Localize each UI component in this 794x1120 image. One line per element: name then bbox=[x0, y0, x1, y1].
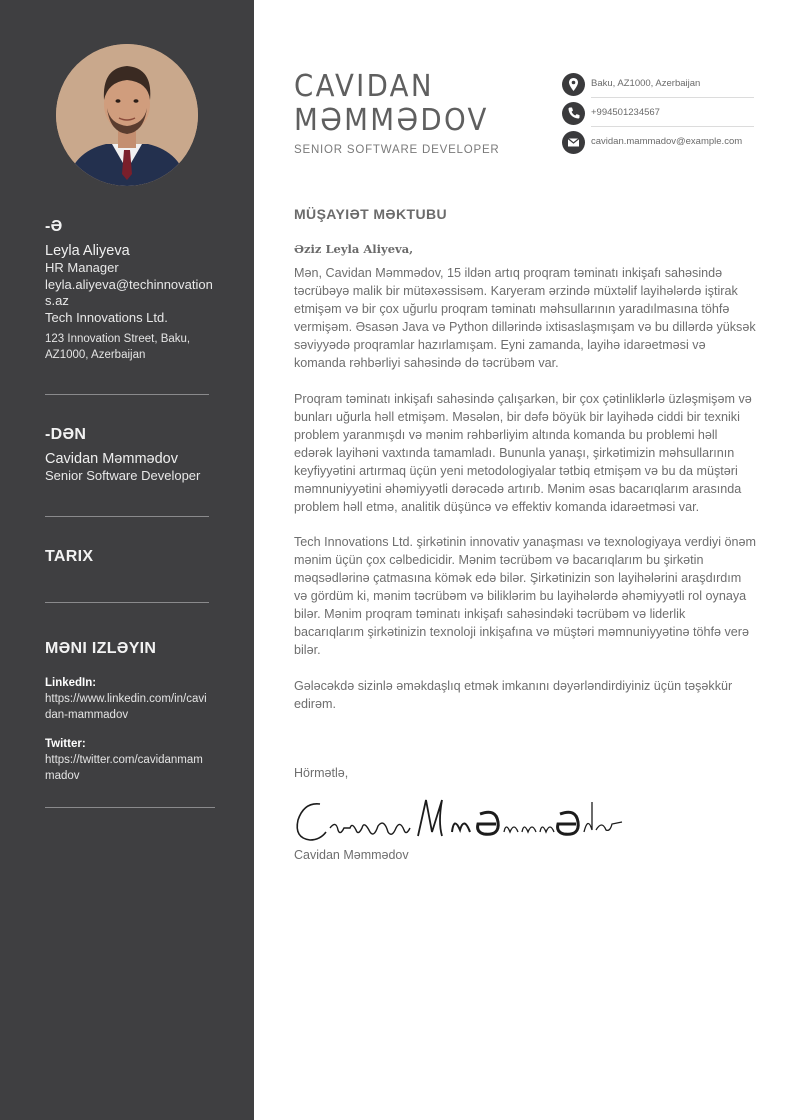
recipient-company: Tech Innovations Ltd. bbox=[45, 309, 168, 325]
contact-email-text[interactable]: cavidan.mammadov@example.com bbox=[591, 136, 743, 147]
signature-image bbox=[292, 792, 632, 853]
phone-icon bbox=[562, 102, 585, 125]
contact-location-text: Baku, AZ1000, Azerbaijan bbox=[591, 78, 701, 89]
recipient-name: Leyla Aliyeva bbox=[45, 243, 130, 259]
sender-heading: -DƏN bbox=[45, 426, 87, 443]
job-title: SENIOR SOFTWARE DEVELOPER bbox=[294, 144, 500, 156]
letter-paragraph: Mən, Cavidan Məmmədov, 15 ildən artıq proqram təminatı inkişafı sahəsində təcrübəyə malik bir mütəxəssisəm. Karyeram ərzində müxtəlif layihələrdə iştirak etmişəm və bir çox uğurlu proqram təminatı məhsullarının yaradılmasına töhfə vermişəm. Əsasən Java və Python dillərində ixtisaslaşmışam və bu dillərdə yüksək səviyyədə proqramlar hazırlamışam. Eyni zamanda, layihə idarəetməsi və komanda rəhbərliyi sahəsində də təcrübəm var. bbox=[294, 266, 756, 370]
letter-paragraph: Tech Innovations Ltd. şirkətinin innovativ yanaşması və texnologiyaya verdiyi önəm mənim üçün çox cəlbedicidir. Mənim təcrübəm və bacarıqlarım bu şirkətin məqsədlərinə çatmasına kömək edə bilər. Şirkətinizin son layihələrini araşdırdım və gördüm ki, mənim təcrübəm və biliklərim bu layihələrdə əhəmiyyətli rol oynaya bilər. Mənim proqram təminatı inkişafı sahəsindəki təcrübəm və liderlik bacarıqlarım şirkətinizin texnoloji inkişafına və müştəri məmnuniyyətinə töhfə verə bilər. bbox=[294, 535, 757, 657]
letter-paragraph: Gələcəkdə sizinlə əməkdaşlıq etmək imkanını dəyərləndirdiyiniz üçün təşəkkür edirəm. bbox=[294, 679, 733, 711]
name-line-1: CAVIDAN bbox=[294, 69, 434, 104]
letter-title: MÜŞAYIƏT MƏKTUBU bbox=[294, 206, 447, 222]
candidate-name bbox=[294, 70, 524, 138]
sidebar-divider bbox=[45, 394, 209, 395]
signer-name: Cavidan Məmmədov bbox=[294, 848, 409, 862]
email-icon bbox=[562, 131, 585, 154]
contact-email bbox=[562, 129, 754, 157]
sidebar-divider bbox=[45, 807, 215, 808]
recipient-email[interactable]: leyla.aliyeva@techinnovations.az bbox=[45, 276, 213, 308]
contact-divider bbox=[591, 97, 754, 98]
recipient-heading: -Ə bbox=[45, 218, 63, 235]
recipient-role: HR Manager bbox=[45, 260, 119, 275]
twitter-link[interactable]: https://twitter.com/cavidanmammadov bbox=[45, 754, 203, 782]
date-heading: TARIX bbox=[45, 548, 94, 565]
sender-role: Senior Software Developer bbox=[45, 468, 201, 483]
sidebar bbox=[0, 0, 254, 1120]
contact-divider bbox=[591, 126, 754, 127]
twitter-label: Twitter: bbox=[45, 738, 86, 750]
date-section bbox=[45, 548, 215, 566]
profile-photo bbox=[56, 44, 198, 186]
sender-section bbox=[45, 426, 215, 485]
linkedin-label: LinkedIn: bbox=[45, 677, 97, 689]
contact-phone bbox=[562, 100, 754, 128]
recipient-address: 123 Innovation Street, Baku, AZ1000, Azerbaijan bbox=[45, 333, 191, 361]
letter-paragraph: Proqram təminatı inkişafı sahəsində çalışarkən, bir çox çətinliklərlə üzləşmişəm və bunları uğurla həll etmişəm. Məsələn, bir dəfə böyük bir layihədə ciddi bir texniki problem yaranmışdı və mənim rəhbərliyim altında komanda bu problemi həll edərək layihəni vaxtında tamamladı. Bununla yanaşı, şirkətimizin məhsullarının keyfiyyətini artırmaq üçün yeni metodologiyalar tətbiq etmişəm və bu da müştəri məmnuniyyətini əhəmiyyətli dərəcədə artırıb. Mənim əsas bacarıqlarım arasında problem həll etmə, analitik düşüncə və effektiv komanda idarəetməsi var. bbox=[294, 392, 752, 514]
contact-location bbox=[562, 71, 754, 99]
location-pin-icon bbox=[562, 73, 585, 96]
letter-greeting: Əziz Leyla Aliyeva, bbox=[294, 242, 414, 256]
sidebar-divider bbox=[45, 516, 209, 517]
recipient-section bbox=[45, 218, 215, 363]
follow-section bbox=[45, 640, 215, 784]
sender-name: Cavidan Məmmədov bbox=[45, 451, 178, 467]
letter-closing: Hörmətlə, bbox=[294, 766, 349, 780]
linkedin-link[interactable]: https://www.linkedin.com/in/cavidan-mammadov bbox=[45, 693, 207, 721]
sidebar-divider bbox=[45, 602, 209, 603]
follow-heading: MƏNI IZLƏYIN bbox=[45, 640, 157, 657]
contact-phone-text[interactable]: +994501234567 bbox=[591, 107, 660, 118]
name-line-2: MƏMMƏDOV bbox=[294, 103, 489, 138]
